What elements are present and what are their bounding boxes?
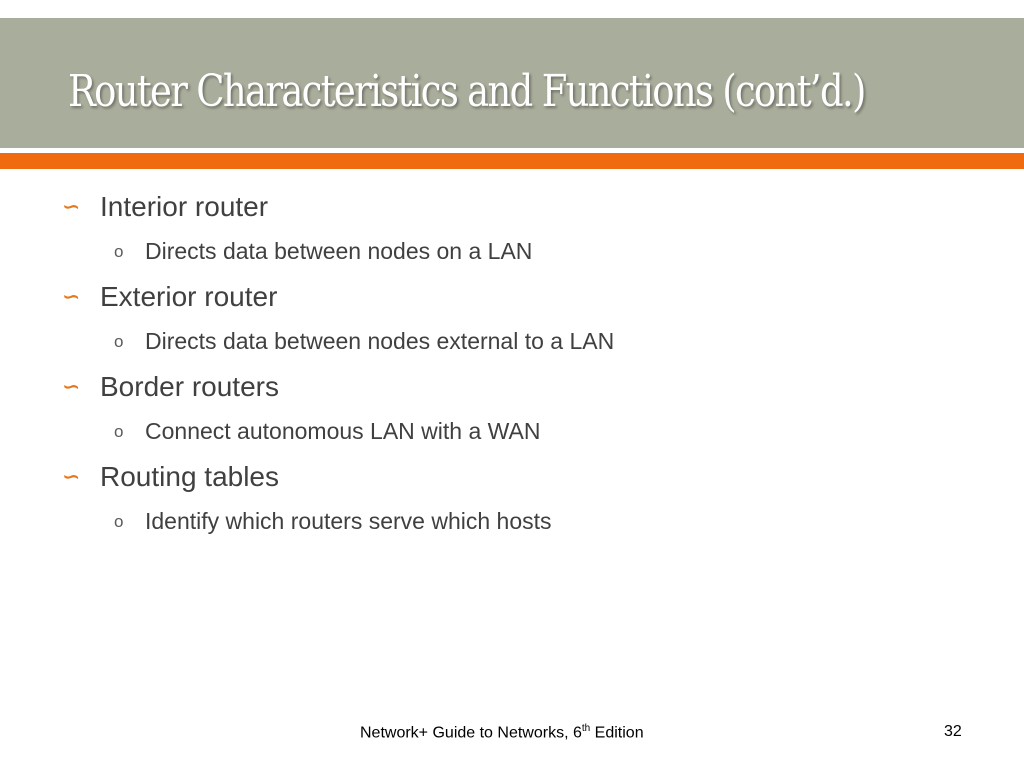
bullet-label: Interior router: [100, 191, 269, 222]
loop-bullet-icon: ∽: [62, 284, 81, 310]
loop-bullet-icon: ∽: [62, 374, 81, 400]
sub-bullet-item: [114, 417, 540, 445]
sub-bullet-item: [114, 237, 532, 265]
sub-bullet-item: [114, 507, 552, 535]
sub-bullet-label: Identify which routers serve which hosts: [145, 507, 552, 534]
footer-edition-sup: th: [581, 723, 591, 734]
bullet-label: Routing tables: [100, 461, 280, 492]
bullet-label: Border routers: [100, 371, 279, 402]
accent-rule: [0, 153, 1024, 169]
loop-bullet-icon: ∽: [62, 464, 81, 490]
footer-book-title: [360, 723, 644, 742]
sub-bullet-item: [114, 327, 614, 355]
sub-bullet-label: Connect autonomous LAN with a WAN: [145, 417, 541, 444]
bullet-item: [62, 370, 279, 404]
circle-bullet-icon: o: [114, 421, 124, 441]
footer-book-prefix: Network+ Guide to Networks, 6: [360, 724, 582, 742]
bullet-item: [62, 280, 277, 314]
bullet-item: [62, 190, 268, 224]
circle-bullet-icon: o: [114, 331, 124, 351]
loop-bullet-icon: ∽: [62, 194, 81, 220]
bullet-label: Exterior router: [100, 281, 278, 312]
sub-bullet-label: Directs data between nodes external to a LAN: [145, 327, 615, 354]
slide-title: Router Characteristics and Functions (cont’d.): [68, 66, 865, 117]
title-bar: [0, 18, 1024, 148]
page-number: 32: [944, 723, 962, 740]
footer-edition-suffix: Edition: [590, 724, 644, 742]
circle-bullet-icon: o: [114, 241, 124, 261]
bullet-item: [62, 460, 279, 494]
circle-bullet-icon: o: [114, 511, 124, 531]
sub-bullet-label: Directs data between nodes on a LAN: [145, 237, 533, 264]
